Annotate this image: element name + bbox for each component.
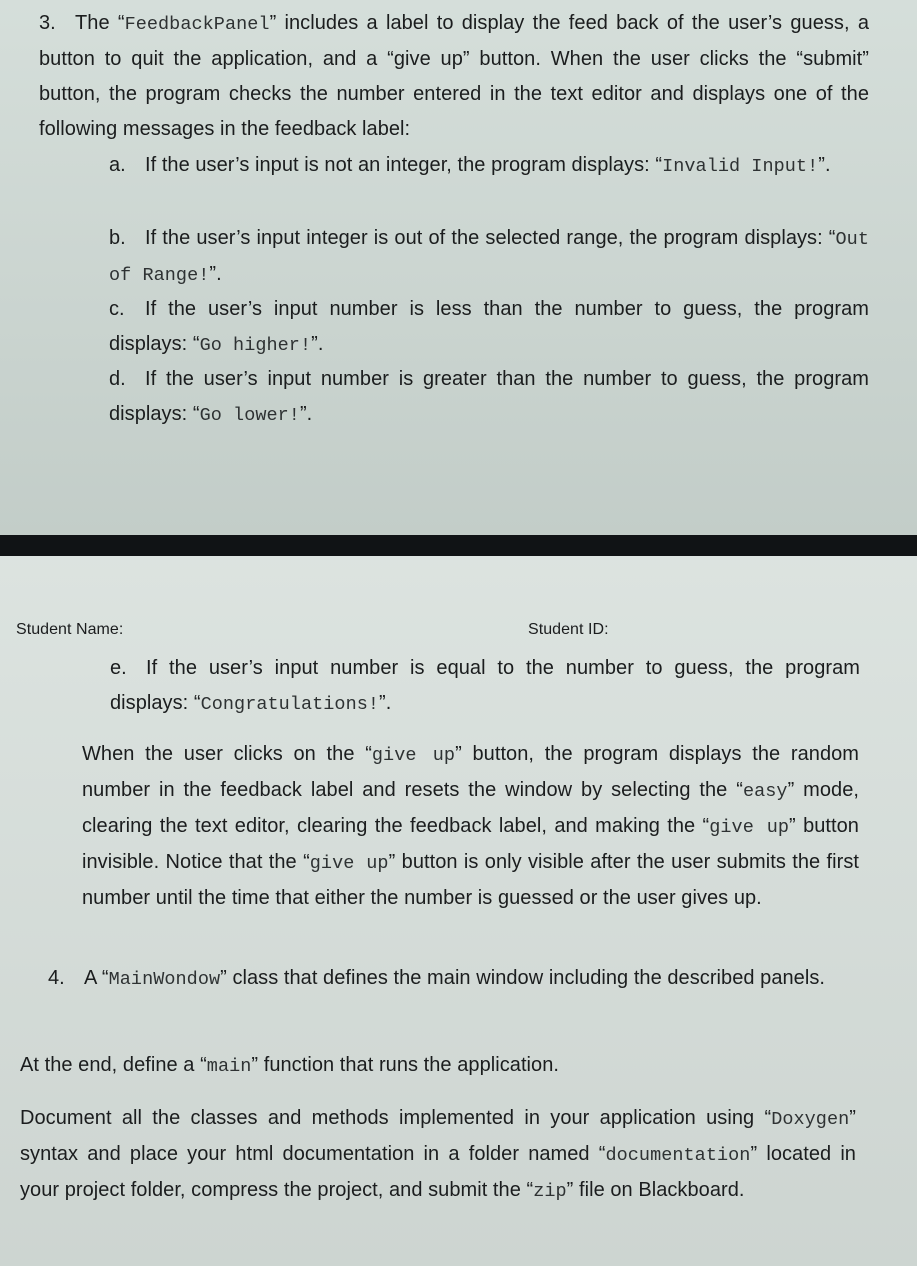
go-lower-message: Go lower!: [199, 405, 300, 426]
give-up-text-5: ” button is only visible after the user submits the first number until the time that either the number is guessed or the user gives up.: [82, 851, 859, 909]
documentation-paragraph: [20, 1101, 856, 1209]
give-up-text-4: ” button invisible. Notice that the “: [82, 815, 859, 873]
main-text-start: At the end, define a “: [20, 1054, 207, 1076]
documentation-folder-code: documentation: [605, 1145, 751, 1166]
mainwondow-class-name: MainWondow: [108, 969, 221, 990]
doc-text-1: Document all the classes and methods implemented in your application using “: [20, 1107, 772, 1129]
congratulations-message: Congratulations!: [200, 694, 380, 715]
sub-item-a-text: If the user’s input is not an integer, the program displays: “: [145, 154, 663, 176]
easy-mode-code: easy: [742, 781, 788, 802]
give-up-text-3: ” mode, clearing the text editor, clearing the feedback label, and making the “: [82, 779, 860, 837]
main-function-paragraph: [20, 1048, 860, 1084]
sub-item-d-letter: d.: [109, 368, 126, 390]
sub-item-c-letter: c.: [109, 298, 125, 320]
sub-item-c-end: ”.: [311, 333, 324, 355]
doxygen-code: Doxygen: [771, 1109, 850, 1130]
item-3-text-start: The “: [75, 12, 125, 34]
student-id-label: Student ID:: [528, 621, 609, 638]
sub-item-c: [109, 292, 869, 363]
zip-code: zip: [533, 1181, 567, 1202]
feedbackpanel-class-name: FeedbackPanel: [124, 14, 270, 35]
doc-text-3: ” located in your project folder, compress the project, and submit the “: [20, 1143, 856, 1201]
item-4-text-end: ” class that defines the main window including the described panels.: [220, 967, 825, 989]
sub-item-e-letter: e.: [110, 657, 127, 679]
sub-item-d: [109, 362, 869, 433]
give-up-text-1: When the user clicks on the “: [82, 743, 372, 765]
sub-item-d-end: ”.: [299, 403, 313, 425]
give-up-code-2: give up: [709, 817, 790, 838]
give-up-code-3: give up: [309, 853, 389, 874]
give-up-text-2: ” button, the program displays the random number in the feedback label and resets the window by selecting the “: [82, 743, 859, 801]
item-4-paragraph: [48, 961, 858, 997]
item-4-number: 4.: [48, 967, 65, 989]
page-break: [0, 535, 917, 556]
doc-text-4: ” file on Blackboard.: [566, 1179, 745, 1201]
item-3-paragraph: [39, 6, 869, 147]
sub-item-a-end: ”.: [818, 154, 831, 176]
doc-text-2: ” syntax and place your html documentation in a folder named “: [20, 1107, 856, 1165]
sub-item-b-end: ”.: [209, 263, 222, 285]
student-name-label: Student Name:: [16, 621, 124, 638]
sub-item-b: [109, 221, 869, 293]
sub-item-e-end: ”.: [379, 692, 392, 714]
sub-item-b-text: If the user’s input integer is out of the selected range, the program displays: “: [145, 227, 836, 249]
item-3-text-end: ” includes a label to display the feed back of the user’s guess, a button to quit the application, and a “give up” button. When the user clicks the “submit” button, the program checks the number entered in the text editor and displays one of the following messages in the feedback label:: [39, 12, 869, 140]
main-function-code: main: [206, 1056, 252, 1077]
sub-item-a: [109, 148, 869, 184]
sub-item-b-letter: b.: [109, 227, 126, 249]
give-up-paragraph: [82, 737, 859, 916]
sub-item-e-text: If the user’s input number is equal to the number to guess, the program displays: “: [110, 657, 860, 714]
out-of-range-message: Out of Range!: [109, 229, 869, 286]
sub-item-e: [110, 651, 860, 722]
item-3-number: 3.: [39, 12, 56, 34]
go-higher-message: Go higher!: [199, 335, 312, 356]
sub-item-c-text: If the user’s input number is less than the number to guess, the program displays: “: [109, 298, 869, 355]
give-up-code-1: give up: [371, 745, 456, 766]
invalid-input-message: Invalid Input!: [662, 156, 819, 177]
sub-item-d-text: If the user’s input number is greater than the number to guess, the program displays: “: [109, 368, 869, 425]
item-4-text-start: A “: [84, 967, 109, 989]
main-text-end: ” function that runs the application.: [251, 1054, 559, 1076]
sub-item-a-letter: a.: [109, 154, 126, 176]
